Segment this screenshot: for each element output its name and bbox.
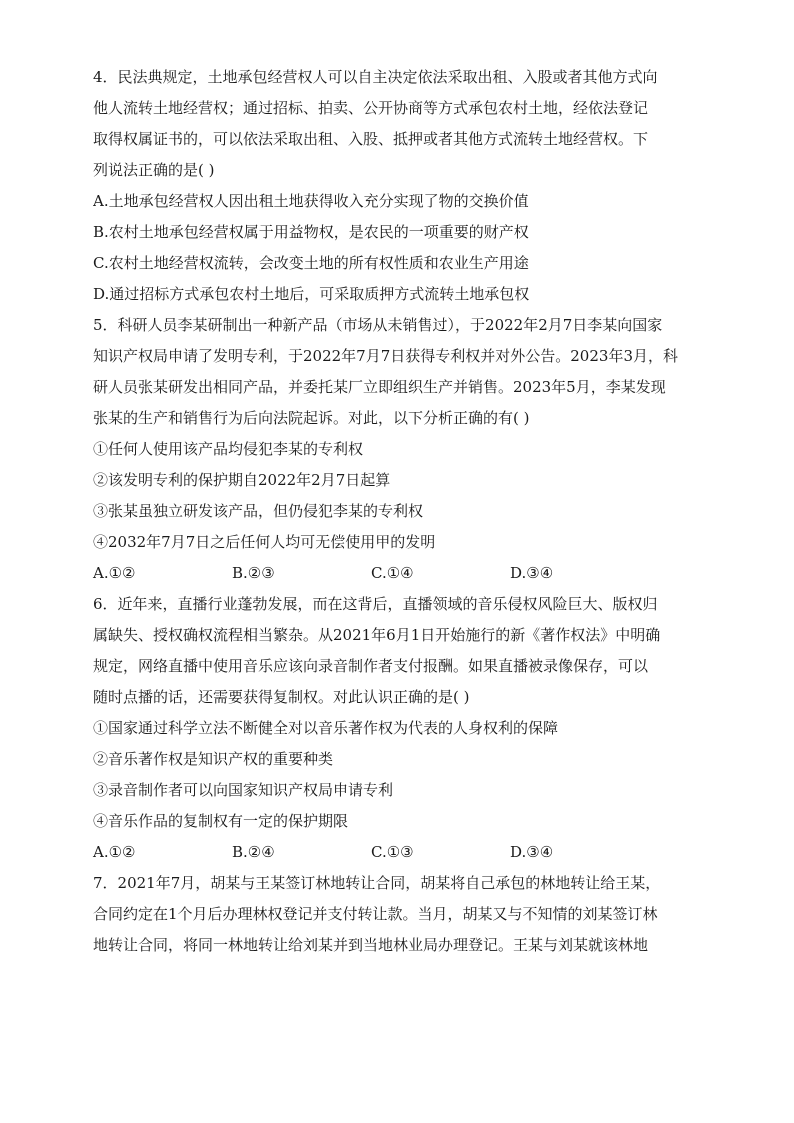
question-6-option-d: D.③④	[510, 843, 554, 861]
question-6-stem-line: 随时点播的话，还需要获得复制权。对此认识正确的是( )	[93, 688, 470, 706]
question-4-stem-line: 取得权属证书的，可以依法采取出租、入股、抵押或者其他方式流转土地经营权。下	[93, 130, 649, 148]
question-5-option-a: A.①②	[93, 564, 136, 582]
question-5-stem-line: 张某的生产和销售行为后向法院起诉。对此，以下分析正确的有( )	[93, 409, 530, 427]
question-5-option-b: B.②③	[232, 564, 275, 582]
question-5-stem-line: 5．科研人员李某研制出一种新产品（市场从未销售过），于2022年2月7日李某向国家	[93, 316, 663, 334]
question-7-stem-line: 7．2021年7月，胡某与王某签订林地转让合同，胡某将自己承包的林地转让给王某，	[93, 874, 661, 892]
question-5-option-c: C.①④	[371, 564, 414, 582]
question-5	[93, 310, 705, 589]
question-6-statement-3: ③录音制作者可以向国家知识产权局申请专利	[93, 781, 394, 799]
question-4-choice-b: B.农村土地承包经营权属于用益物权，是农民的一项重要的财产权	[93, 223, 529, 241]
question-6-stem-line: 规定，网络直播中使用音乐应该向录音制作者支付报酬。如果直播被录像保存，可以	[93, 657, 649, 675]
question-7-stem-line: 合同约定在1个月后办理林权登记并支付转让款。当月，胡某又与不知情的刘某签订林	[93, 905, 658, 923]
question-4-stem-line: 列说法正确的是( )	[93, 161, 215, 179]
question-6-statement-2: ②音乐著作权是知识产权的重要种类	[93, 750, 334, 768]
question-5-stem-line: 知识产权局申请了发明专利，于2022年7月7日获得专利权并对外公告。2023年3月，科	[93, 347, 678, 365]
question-5-statement-3: ③张某虽独立研发该产品，但仍侵犯李某的专利权	[93, 502, 424, 520]
question-5-statement-2: ②该发明专利的保护期自2022年2月7日起算	[93, 471, 391, 489]
question-4-choice-c: C.农村土地经营权流转，会改变土地的所有权性质和农业生产用途	[93, 254, 529, 272]
question-4-choice-a: A.土地承包经营权人因出租土地获得收入充分实现了物的交换价值	[93, 192, 529, 210]
question-5-stem-line: 研人员张某研发出相同产品，并委托某厂立即组织生产并销售。2023年5月，李某发现	[93, 378, 666, 396]
question-5-option-d: D.③④	[510, 564, 554, 582]
document-page	[93, 62, 705, 961]
question-6-statement-1: ①国家通过科学立法不断健全对以音乐著作权为代表的人身权利的保障	[93, 719, 559, 737]
question-7	[93, 868, 705, 961]
question-6	[93, 589, 705, 868]
question-6-stem-line: 6．近年来，直播行业蓬勃发展，而在这背后，直播领域的音乐侵权风险巨大、版权归	[93, 595, 658, 613]
question-6-option-c: C.①③	[371, 843, 414, 861]
question-4-stem-line: 4．民法典规定，土地承包经营权人可以自主决定依法采取出租、入股或者其他方式向	[93, 68, 658, 86]
question-6-statement-4: ④音乐作品的复制权有一定的保护期限	[93, 812, 349, 830]
question-6-option-b: B.②④	[232, 843, 275, 861]
question-4-stem-line: 他人流转土地经营权；通过招标、拍卖、公开协商等方式承包农村土地，经依法登记	[93, 99, 649, 117]
question-6-option-a: A.①②	[93, 843, 136, 861]
question-6-options	[93, 837, 705, 868]
question-7-stem-line: 地转让合同，将同一林地转让给刘某并到当地林业局办理登记。王某与刘某就该林地	[93, 936, 649, 954]
question-5-statement-1: ①任何人使用该产品均侵犯李某的专利权	[93, 440, 364, 458]
question-5-options	[93, 558, 705, 589]
question-4-choice-d: D.通过招标方式承包农村土地后，可采取质押方式流转土地承包权	[93, 285, 530, 303]
question-4	[93, 62, 705, 310]
question-5-statement-4: ④2032年7月7日之后任何人均可无偿使用甲的发明	[93, 533, 436, 551]
question-6-stem-line: 属缺失、授权确权流程相当繁杂。从2021年6月1日开始施行的新《著作权法》中明确	[93, 626, 661, 644]
